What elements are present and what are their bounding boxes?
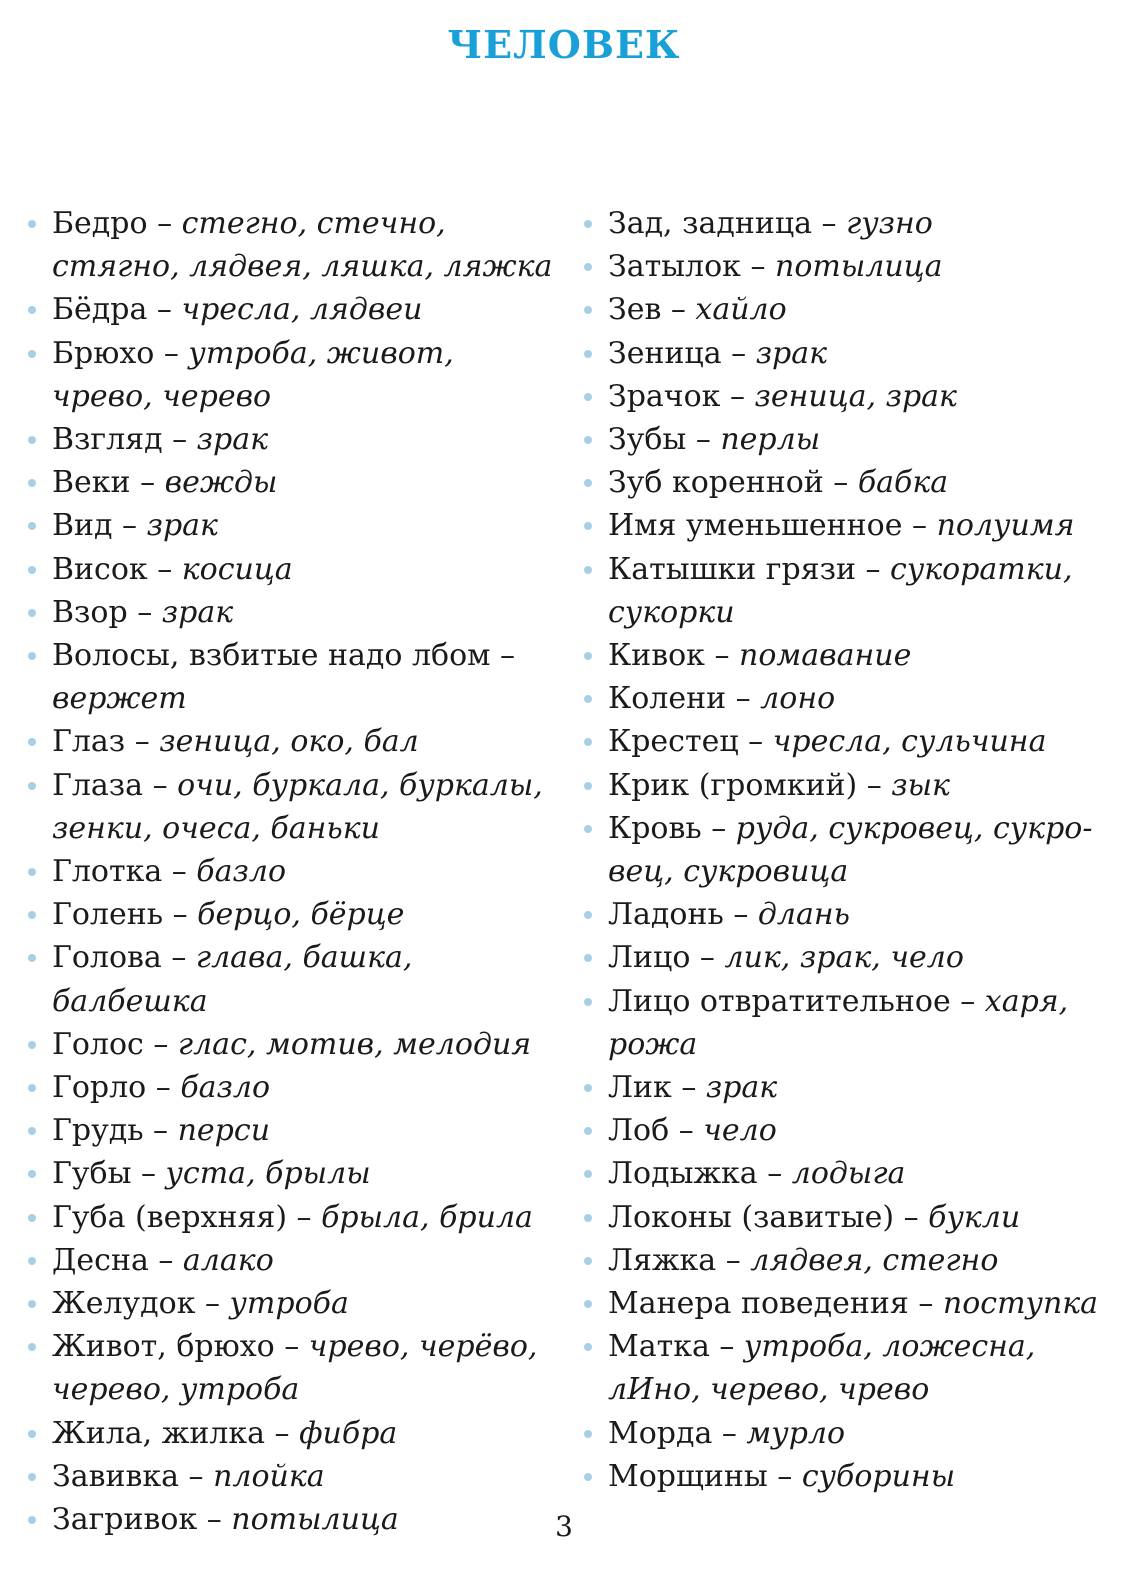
entry-definition: потылица — [231, 1502, 399, 1538]
entry-definition: зрак — [146, 508, 218, 544]
dictionary-entry — [28, 936, 558, 1022]
dictionary-entry — [28, 1412, 558, 1455]
entry-term: Завивка – — [52, 1458, 214, 1494]
dictionary-entry — [584, 1412, 1104, 1455]
entry-definition: суборины — [801, 1458, 956, 1494]
entry-definition: стегно, стечно, стягно, лядвея, ляшка, ляжка — [52, 206, 553, 285]
bullet-icon — [28, 479, 36, 487]
entry-term: Голос – — [52, 1026, 178, 1062]
entry-term: Зуб коренной – — [608, 465, 858, 501]
entry-term: Волосы, взбитые надо лбом – — [52, 638, 516, 674]
dictionary-entry — [584, 418, 1104, 461]
bullet-icon — [28, 911, 36, 919]
dictionary-entry — [584, 634, 1104, 677]
dictionary-entry — [28, 1325, 558, 1411]
bullet-icon — [584, 652, 592, 660]
entry-term: Голова – — [52, 940, 196, 976]
bullet-icon — [584, 782, 592, 790]
entry-term: Ладонь – — [608, 897, 758, 933]
bullet-icon — [584, 695, 592, 703]
entry-definition: плойка — [213, 1458, 325, 1494]
entry-term: Лицо – — [608, 940, 725, 976]
entry-definition: лоно — [760, 681, 836, 717]
dictionary-entry — [28, 1282, 558, 1325]
dictionary-entry — [28, 202, 558, 288]
entry-term: Морда – — [608, 1415, 747, 1451]
bullet-icon — [28, 1170, 36, 1178]
dictionary-entry — [584, 807, 1104, 893]
entry-definition: глас, мотив, мелодия — [177, 1026, 532, 1062]
entry-term: Локоны (завитые) – — [608, 1199, 929, 1235]
entry-term: Желудок – — [52, 1286, 230, 1322]
bullet-icon — [584, 1257, 592, 1265]
entry-term: Бёдра – — [52, 292, 182, 328]
bullet-icon — [584, 436, 592, 444]
dictionary-entry — [28, 634, 558, 720]
bullet-icon — [28, 609, 36, 617]
entry-definition: берцо, бёрце — [197, 897, 405, 933]
entry-definition: сукоратки, сукорки — [608, 551, 1073, 630]
entry-term: Зад, задница – — [608, 206, 847, 241]
entry-term: Кровь – — [608, 810, 736, 846]
bullet-icon — [584, 522, 592, 530]
bullet-icon — [584, 911, 592, 919]
dictionary-entry — [584, 548, 1104, 634]
bullet-icon — [584, 220, 592, 228]
dictionary-entry — [584, 720, 1104, 763]
entry-term: Десна – — [52, 1242, 183, 1278]
bullet-icon — [28, 652, 36, 660]
entry-term: Грудь – — [52, 1113, 178, 1149]
dictionary-entry — [28, 504, 558, 547]
entry-term: Жила, жилка – — [52, 1415, 300, 1451]
dictionary-entry — [584, 980, 1104, 1066]
entry-definition: брыла, брила — [321, 1199, 533, 1235]
bullet-icon — [28, 954, 36, 962]
entry-definition: перлы — [720, 422, 821, 458]
entry-term: Вид – — [52, 508, 147, 544]
bullet-icon — [584, 393, 592, 401]
entry-definition: лядвея, стегно — [750, 1242, 999, 1278]
entry-definition: зрак — [755, 335, 828, 371]
dictionary-entry — [28, 764, 558, 850]
entry-term: Живот, брюхо – — [52, 1329, 309, 1365]
entry-term: Глаза – — [52, 767, 178, 803]
entry-term: Зубы – — [608, 422, 721, 458]
dictionary-entry — [584, 764, 1104, 807]
entry-term: Зрачок – — [608, 378, 755, 414]
dictionary-entry — [28, 1066, 558, 1109]
entry-term: Губа (верхняя) – — [52, 1199, 322, 1235]
entry-term: Брюхо – — [52, 335, 189, 371]
bullet-icon — [28, 1041, 36, 1049]
bullet-icon — [584, 1300, 592, 1308]
entry-term: Висок – — [52, 551, 182, 587]
bullet-icon — [28, 738, 36, 746]
entry-term: Лодыжка – — [608, 1156, 792, 1192]
entry-term: Катышки грязи – — [608, 551, 891, 587]
entry-term: Загривок – — [52, 1502, 232, 1538]
dictionary-entry — [28, 1455, 558, 1498]
bullet-icon — [28, 1214, 36, 1222]
dictionary-entry — [584, 202, 1104, 245]
entry-definition: зеница, зрак — [754, 378, 957, 414]
entry-definition: зык — [891, 767, 950, 803]
bullet-icon — [584, 1084, 592, 1092]
entry-definition: зрак — [161, 594, 234, 630]
entry-term: Голень – — [52, 897, 198, 933]
entry-definition: зрак — [705, 1070, 778, 1106]
bullet-icon — [28, 1127, 36, 1135]
bullet-icon — [584, 1170, 592, 1178]
entry-definition: утроба — [229, 1286, 349, 1322]
dictionary-entry — [584, 677, 1104, 720]
entry-definition: уста, брылы — [165, 1156, 371, 1192]
entry-definition: перси — [177, 1113, 271, 1149]
entry-term: Лик – — [608, 1070, 706, 1106]
bullet-icon — [584, 479, 592, 487]
entry-definition: вежды — [164, 465, 278, 501]
entry-definition: утроба, ложесна, лИно, черево, чрево — [608, 1329, 1036, 1408]
entry-definition: лодыга — [791, 1156, 906, 1192]
entry-definition: вержет — [52, 681, 187, 717]
page-number: 3 — [555, 1510, 573, 1543]
entry-term: Губы – — [52, 1156, 166, 1192]
dictionary-entry — [28, 850, 558, 893]
entry-term: Колени – — [608, 681, 761, 717]
dictionary-entry — [584, 1196, 1104, 1239]
bullet-icon — [584, 998, 592, 1006]
bullet-icon — [28, 868, 36, 876]
bullet-icon — [28, 436, 36, 444]
dictionary-entry — [584, 504, 1104, 547]
bullet-icon — [28, 1343, 36, 1351]
dictionary-entry — [28, 288, 558, 331]
bullet-icon — [584, 350, 592, 358]
entry-definition: помавание — [739, 638, 912, 674]
entry-definition: зрак — [196, 422, 269, 458]
entry-term: Бедро – — [52, 206, 182, 241]
dictionary-entry — [584, 1066, 1104, 1109]
bullet-icon — [584, 1127, 592, 1135]
entry-definition: базло — [196, 854, 287, 890]
dictionary-entry — [584, 893, 1104, 936]
dictionary-entry — [584, 1152, 1104, 1195]
entry-definition: чресла, лядвеи — [181, 292, 423, 328]
dictionary-entry — [584, 332, 1104, 375]
dictionary-entry — [28, 1196, 558, 1239]
bullet-icon — [28, 1257, 36, 1265]
entry-definition: чрево, черёво, черево, утроба — [52, 1329, 538, 1408]
bullet-icon — [28, 306, 36, 314]
entry-term: Ляжка – — [608, 1242, 751, 1278]
bullet-icon — [584, 1343, 592, 1351]
entry-definition: потылица — [775, 249, 943, 285]
dictionary-entry — [584, 1325, 1104, 1411]
page-title: ЧЕЛОВЕК — [447, 22, 681, 67]
bullet-icon — [584, 1214, 592, 1222]
entry-definition: утроба, живот, чрево, черево — [52, 335, 454, 414]
entry-definition: бабка — [857, 465, 949, 501]
entry-term: Матка – — [608, 1329, 744, 1365]
entry-term: Затылок – — [608, 249, 775, 285]
dictionary-entry — [28, 1239, 558, 1282]
dictionary-entry — [584, 461, 1104, 504]
entry-term: Морщины – — [608, 1458, 802, 1494]
entry-term: Лицо отвратительное – — [608, 983, 985, 1019]
entry-definition: алако — [182, 1242, 274, 1278]
entry-term: Веки – — [52, 465, 165, 501]
entry-term: Зев – — [608, 292, 696, 328]
entry-definition: букли — [928, 1199, 1021, 1235]
bullet-icon — [584, 954, 592, 962]
bullet-icon — [28, 220, 36, 228]
entry-term: Кивок – — [608, 638, 739, 674]
bullet-icon — [584, 566, 592, 574]
entry-term: Крик (громкий) – — [608, 767, 892, 803]
entry-term: Крестец – — [608, 724, 773, 760]
bullet-icon — [28, 566, 36, 574]
entry-term: Взор – — [52, 594, 162, 630]
entry-definition: очи, буркала, буркалы, зенки, очеса, баньки — [52, 767, 543, 846]
bullet-icon — [584, 738, 592, 746]
bullet-icon — [28, 522, 36, 530]
entry-term: Имя уменьшенное – — [608, 508, 937, 544]
entry-definition: чело — [703, 1113, 777, 1149]
bullet-icon — [584, 1430, 592, 1438]
entry-term: Глотка – — [52, 854, 197, 890]
bullet-icon — [584, 825, 592, 833]
dictionary-entry — [584, 1282, 1104, 1325]
dictionary-entry — [28, 893, 558, 936]
dictionary-entry — [28, 461, 558, 504]
entry-definition: мурло — [746, 1415, 846, 1451]
entry-definition: зеница, око, бал — [159, 724, 419, 760]
dictionary-entry — [28, 591, 558, 634]
bullet-icon — [28, 782, 36, 790]
left-column — [28, 202, 558, 1541]
dictionary-entry — [28, 332, 558, 418]
dictionary-entry — [28, 548, 558, 591]
right-column — [584, 202, 1104, 1498]
entry-term: Манера поведения – — [608, 1286, 943, 1322]
bullet-icon — [28, 1430, 36, 1438]
entry-definition: фибра — [299, 1415, 398, 1451]
bullet-icon — [28, 1084, 36, 1092]
dictionary-entry — [28, 1023, 558, 1066]
dictionary-entry — [584, 375, 1104, 418]
dictionary-entry — [584, 1455, 1104, 1498]
entry-definition: полуимя — [936, 508, 1075, 544]
entry-definition: косица — [181, 551, 293, 587]
entry-definition: хайло — [695, 292, 787, 328]
bullet-icon — [584, 306, 592, 314]
bullet-icon — [28, 1473, 36, 1481]
dictionary-entry — [28, 1152, 558, 1195]
bullet-icon — [584, 263, 592, 271]
dictionary-entry — [584, 245, 1104, 288]
entry-definition: длань — [757, 897, 850, 933]
entry-definition: базло — [180, 1070, 271, 1106]
entry-definition: лик, зрак, чело — [724, 940, 964, 976]
dictionary-entry — [584, 1109, 1104, 1152]
entry-term: Лоб – — [608, 1113, 704, 1149]
entry-term: Глаз – — [52, 724, 160, 760]
entry-term: Зеница – — [608, 335, 756, 371]
dictionary-entry — [28, 418, 558, 461]
dictionary-entry — [584, 288, 1104, 331]
entry-term: Взгляд – — [52, 422, 197, 458]
dictionary-entry — [584, 936, 1104, 979]
dictionary-entry — [28, 720, 558, 763]
entry-definition: руда, сукровец, сукро-вец, сукровица — [608, 810, 1093, 890]
dictionary-entry — [584, 1239, 1104, 1282]
bullet-icon — [28, 1300, 36, 1308]
entry-definition: поступка — [942, 1286, 1099, 1322]
entry-definition: глава, башка, балбешка — [52, 940, 413, 1019]
dictionary-entry — [28, 1109, 558, 1152]
bullet-icon — [28, 350, 36, 358]
bullet-icon — [584, 1473, 592, 1481]
entry-definition: гузно — [846, 206, 933, 241]
entry-term: Горло – — [52, 1070, 181, 1106]
entry-definition: харя, рожа — [608, 983, 1069, 1062]
entry-definition: чресла, сульчина — [772, 724, 1047, 760]
